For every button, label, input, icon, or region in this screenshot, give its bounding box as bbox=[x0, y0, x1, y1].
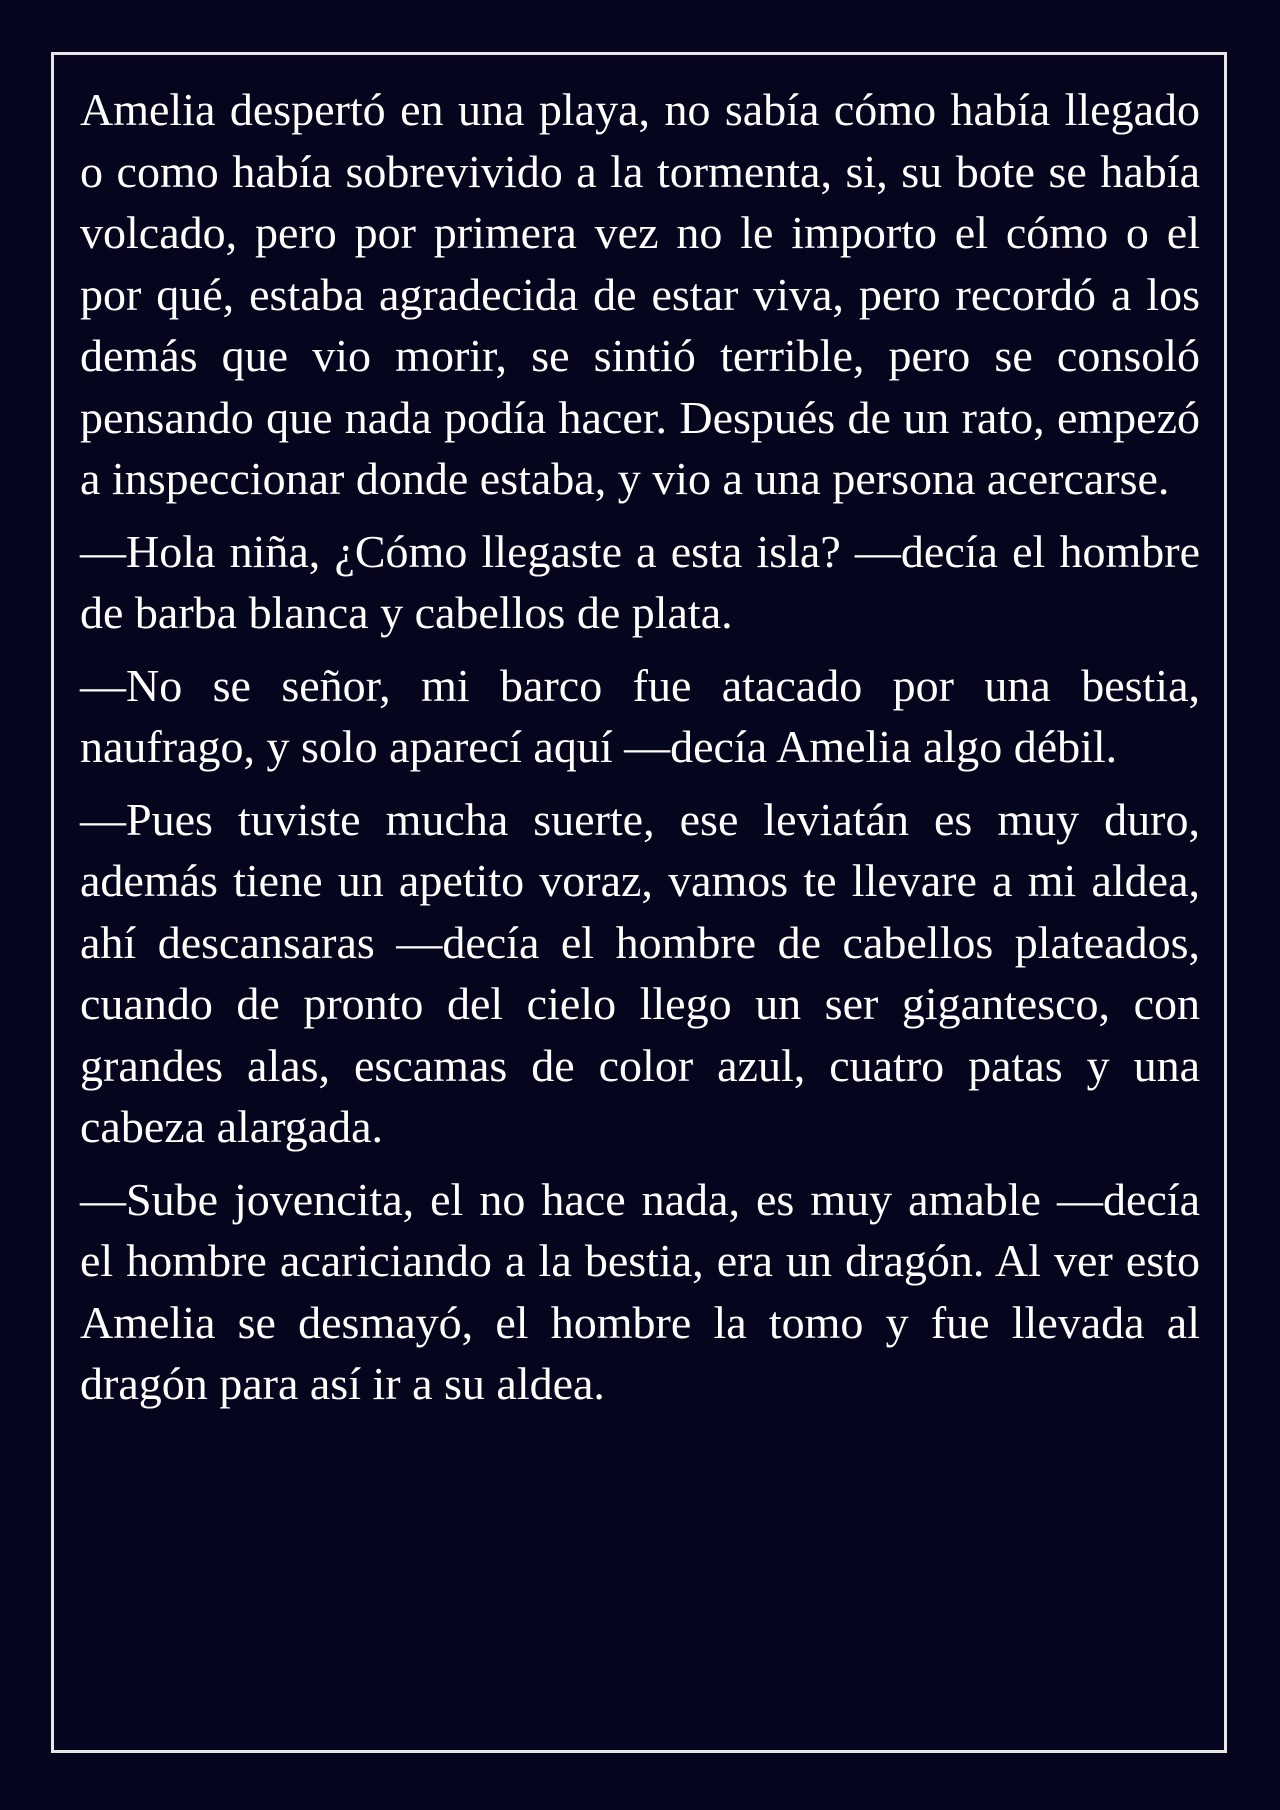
story-paragraph-4: —Pues tuviste mucha suerte, ese leviatán es muy duro, además tiene un apetito voraz, vamos te llevare a mi aldea, ahí descansaras —decía el hombre de cabellos plateados, cuando de pronto del cielo llego un ser gigantesco, con grandes alas, escamas de color azul, cuatro patas y una cabeza alargada. bbox=[80, 793, 1200, 1152]
story-paragraph-3: —No se señor, mi barco fue atacado por una bestia, naufrago, y solo aparecí aquí —decía Amelia algo débil. bbox=[80, 659, 1200, 772]
story-frame bbox=[51, 52, 1227, 1753]
story-paragraph-5: —Sube jovencita, el no hace nada, es muy amable —decía el hombre acariciando a la bestia, era un dragón. Al ver esto Amelia se desmayó, el hombre la tomo y fue llevada al dragón para así ir a su aldea. bbox=[80, 1173, 1200, 1409]
story-paragraph-2: —Hola niña, ¿Cómo llegaste a esta isla? —decía el hombre de barba blanca y cabellos de plata. bbox=[80, 525, 1200, 638]
story-paragraph-1: Amelia despertó en una playa, no sabía cómo había llegado o como había sobrevivido a la tormenta, si, su bote se había volcado, pero por primera vez no le importo el cómo o el por qué, estaba agradecida de estar viva, pero recordó a los demás que vio morir, se sintió terrible, pero se consoló pensando que nada podía hacer. Después de un rato, empezó a inspeccionar donde estaba, y vio a una persona acercarse. bbox=[80, 84, 1200, 504]
